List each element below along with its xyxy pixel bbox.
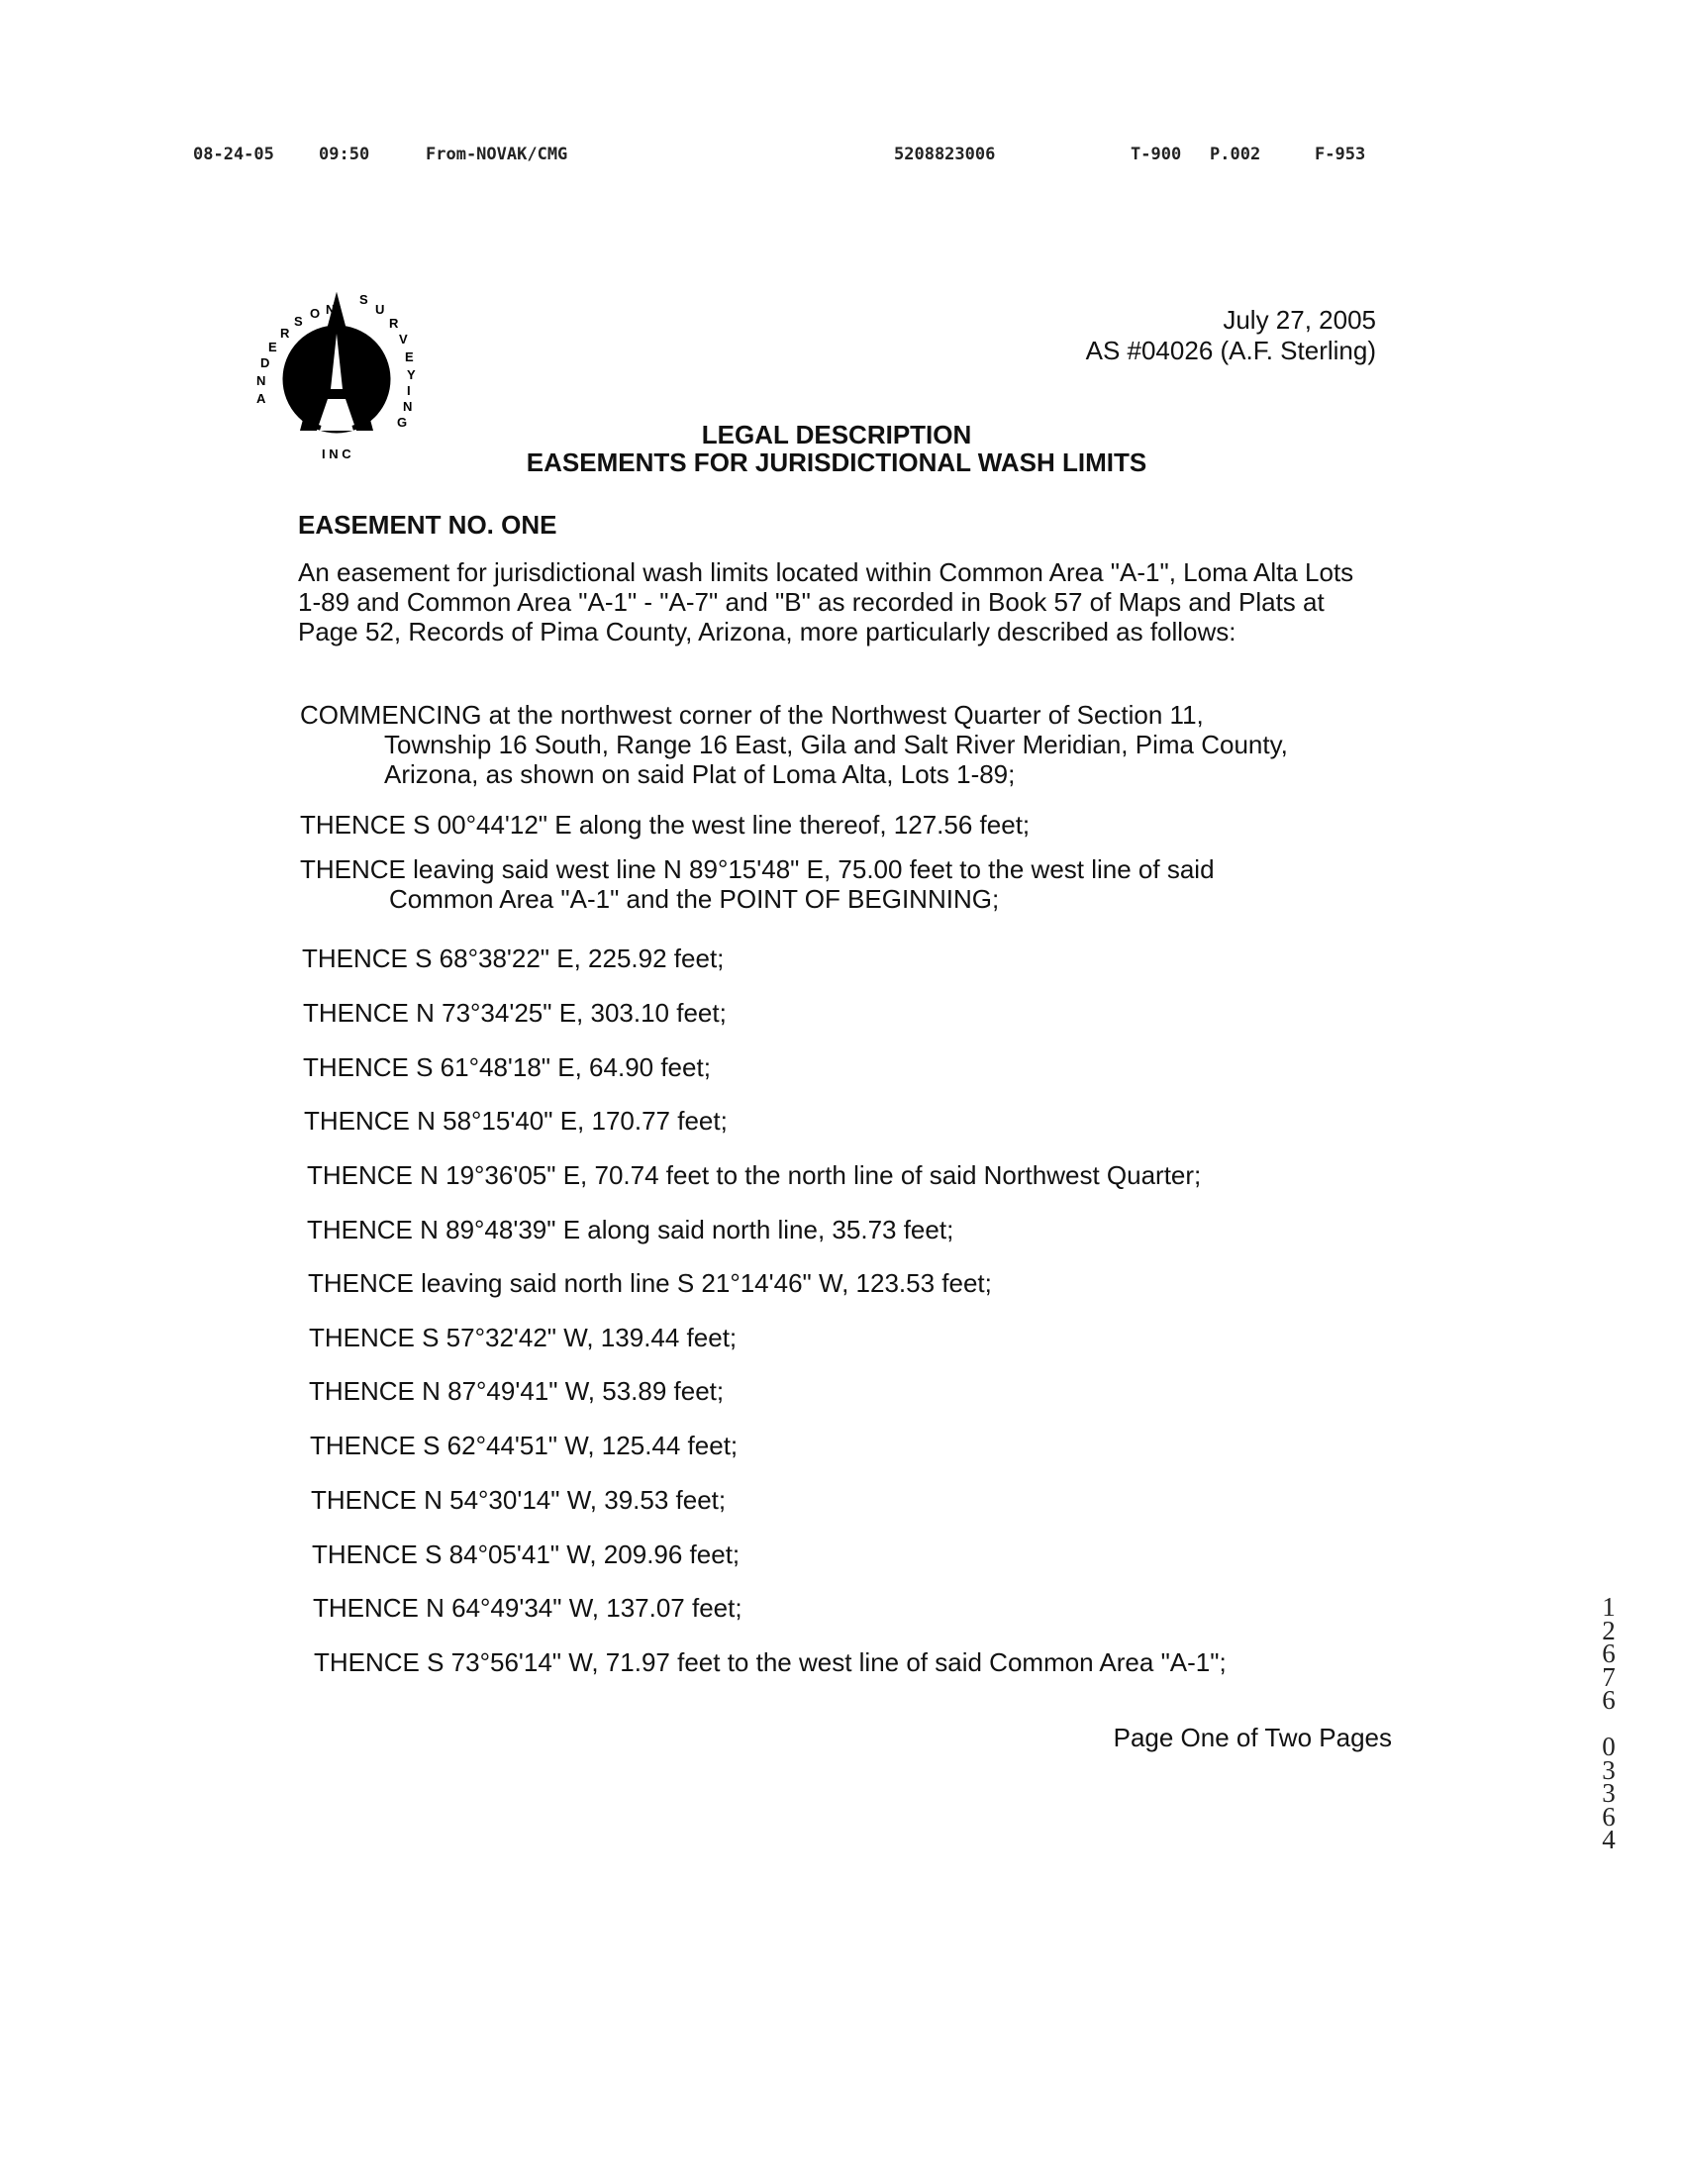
side-number-char: 6	[1602, 1801, 1616, 1832]
commencing-paragraph	[300, 700, 1369, 789]
svg-text:A: A	[256, 391, 266, 406]
fax-header	[0, 145, 1681, 174]
course-line	[310, 1431, 1438, 1460]
course-text: THENCE leaving said north line S 21°14'46" W, 123.53 feet;	[308, 1268, 992, 1298]
page-footer: Page One of Two Pages	[1113, 1723, 1392, 1752]
document-date: July 27, 2005	[1223, 305, 1376, 335]
svg-text:D: D	[260, 355, 270, 370]
course-line	[303, 1052, 1432, 1082]
section-heading: EASEMENT NO. ONE	[298, 510, 557, 540]
side-number-char: 2	[1602, 1615, 1616, 1645]
course-text: THENCE N 87°49'41" W, 53.89 feet;	[309, 1376, 725, 1406]
side-number-char: 1	[1602, 1592, 1616, 1622]
fax-transmission: T-900	[1131, 145, 1182, 164]
svg-text:V: V	[399, 332, 408, 347]
course-text: THENCE N 64°49'34" W, 137.07 feet;	[313, 1593, 742, 1623]
svg-text:U: U	[375, 302, 385, 317]
side-number-char: 6	[1602, 1685, 1616, 1715]
course-continuation: Common Area "A-1" and the POINT OF BEGINNING;	[389, 884, 1000, 914]
course-line	[313, 1593, 1441, 1623]
job-number: AS #04026 (A.F. Sterling)	[1085, 336, 1376, 365]
course-line	[307, 1215, 1435, 1244]
course-line	[309, 1323, 1437, 1352]
svg-text:R: R	[389, 316, 399, 331]
course-text: THENCE S 61°48'18" E, 64.90 feet;	[303, 1052, 711, 1082]
course-line	[304, 1106, 1433, 1136]
course-line	[300, 810, 1429, 840]
course-line	[309, 1376, 1437, 1406]
course-text: THENCE leaving said west line N 89°15'48" E, 75.00 feet to the west line of said	[300, 854, 1215, 884]
fax-id: F-953	[1315, 145, 1366, 164]
course-text: THENCE S 73°56'14" W, 71.97 feet to the west line of said Common Area "A-1";	[314, 1647, 1227, 1677]
course-text: THENCE N 54°30'14" W, 39.53 feet;	[311, 1485, 727, 1515]
course-line	[307, 1160, 1435, 1190]
intro-paragraph: An easement for jurisdictional wash limits located within Common Area "A-1", Loma Alta Lots 1-89 and Common Area "A-1" - "A-7" and "B" as recorded in Book 57 of Maps and Plats at Page 52, Records of Pima County, Arizona, more particularly described as follows:	[298, 557, 1354, 646]
side-document-number	[1594, 1592, 1624, 1854]
commencing-line-3: Arizona, as shown on said Plat of Loma Alta, Lots 1-89;	[384, 759, 1016, 789]
side-number-char: 7	[1602, 1661, 1616, 1692]
side-number-char: 3	[1602, 1778, 1616, 1808]
title-line-1: LEGAL DESCRIPTION	[701, 420, 972, 449]
svg-text:O: O	[310, 306, 321, 321]
svg-text:R: R	[280, 326, 290, 341]
side-number-char: 3	[1602, 1754, 1616, 1785]
commencing-line-2: Township 16 South, Range 16 East, Gila and Salt River Meridian, Pima County,	[384, 730, 1288, 759]
fax-page: P.002	[1210, 145, 1261, 164]
course-line	[302, 943, 1431, 973]
svg-text:I: I	[407, 383, 411, 398]
svg-text:N: N	[326, 302, 336, 317]
course-line	[308, 1268, 1436, 1298]
title-line-2: EASEMENTS FOR JURISDICTIONAL WASH LIMITS	[526, 447, 1147, 477]
svg-text:N: N	[256, 373, 266, 388]
course-line	[303, 998, 1432, 1028]
fax-date: 08-24-05	[193, 145, 274, 164]
course-text: THENCE N 58°15'40" E, 170.77 feet;	[304, 1106, 728, 1136]
commencing-line-1: COMMENCING at the northwest corner of the Northwest Quarter of Section 11,	[300, 700, 1204, 730]
side-number-char: 4	[1602, 1825, 1616, 1854]
course-text: THENCE S 84°05'41" W, 209.96 feet;	[312, 1539, 741, 1569]
fax-phone: 5208823006	[894, 145, 996, 164]
course-line	[300, 854, 1429, 914]
side-number-char: 0	[1602, 1732, 1616, 1761]
course-text: THENCE S 62°44'51" W, 125.44 feet;	[310, 1431, 739, 1460]
svg-text:I N C: I N C	[322, 447, 351, 461]
svg-text:E: E	[405, 349, 414, 364]
svg-text:N: N	[403, 399, 413, 414]
course-text: THENCE S 57°32'42" W, 139.44 feet;	[309, 1323, 738, 1352]
course-line	[314, 1647, 1442, 1677]
svg-text:E: E	[268, 340, 277, 354]
course-text: THENCE N 19°36'05" E, 70.74 feet to the north line of said Northwest Quarter;	[307, 1160, 1202, 1190]
company-logo	[243, 282, 441, 470]
anderson-surveying-logo-icon	[243, 282, 441, 470]
svg-text:S: S	[359, 292, 368, 307]
date-block	[990, 305, 1376, 366]
course-text: THENCE S 00°44'12" E along the west line thereof, 127.56 feet;	[300, 810, 1031, 840]
fax-from: From-NOVAK/CMG	[426, 145, 568, 164]
course-text: THENCE S 68°38'22" E, 225.92 feet;	[302, 943, 725, 973]
fax-time: 09:50	[319, 145, 370, 164]
svg-text:S: S	[294, 314, 303, 329]
side-number-char: 6	[1602, 1638, 1616, 1668]
course-text: THENCE N 89°48'39" E along said north line, 35.73 feet;	[307, 1215, 954, 1244]
svg-text:G: G	[397, 415, 408, 430]
svg-text:Y: Y	[407, 367, 416, 382]
course-text: THENCE N 73°34'25" E, 303.10 feet;	[303, 998, 727, 1028]
course-line	[312, 1539, 1440, 1569]
course-line	[311, 1485, 1439, 1515]
document-title	[426, 421, 1247, 476]
